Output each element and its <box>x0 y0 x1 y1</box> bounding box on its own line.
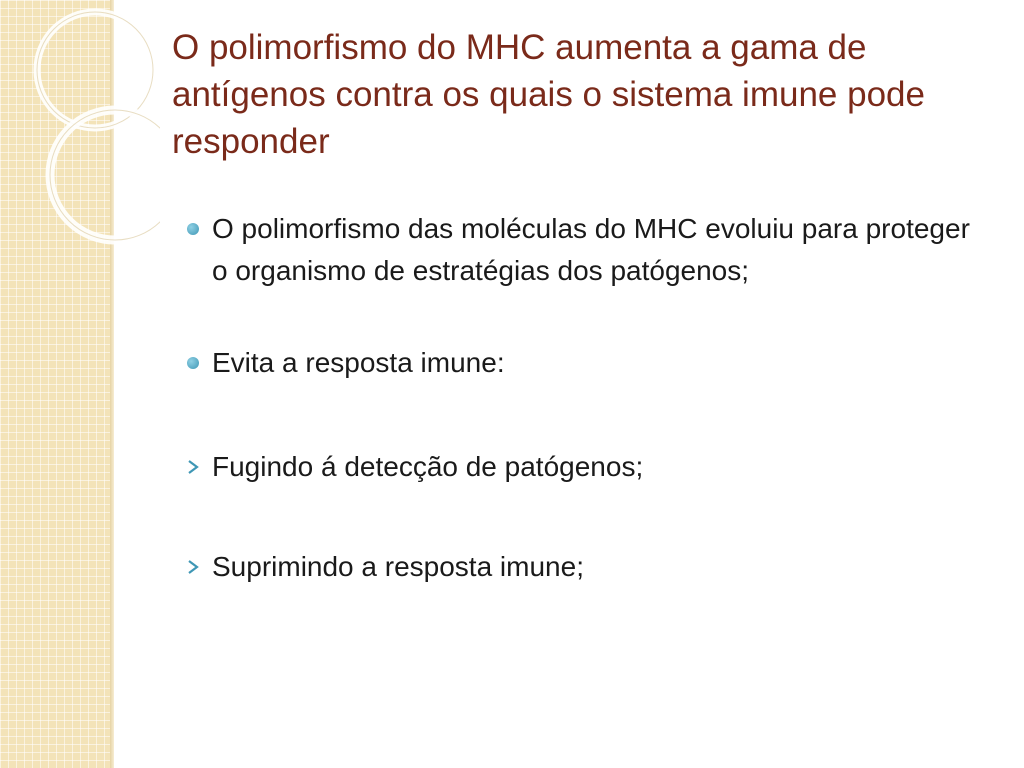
bullet-text: O polimorfismo das moléculas do MHC evoluiu para proteger o organismo de estratégias dos patógenos; <box>212 213 970 286</box>
bullet-item <box>182 208 982 292</box>
round-bullet-icon <box>182 208 204 250</box>
side-band-edge <box>110 0 114 768</box>
arrowhead-bullet-icon <box>182 446 204 488</box>
bullet-text: Evita a resposta imune: <box>212 347 505 378</box>
bullet-item <box>182 342 982 384</box>
bullet-text: Fugindo á detecção de patógenos; <box>212 451 644 482</box>
bullet-item <box>182 446 982 488</box>
bullet-list <box>182 208 982 588</box>
round-bullet-icon <box>182 342 204 384</box>
slide-title: O polimorfismo do MHC aumenta a gama de antígenos contra os quais o sistema imune pode responder <box>172 28 925 161</box>
bullet-text: Suprimindo a resposta imune; <box>212 551 584 582</box>
bullet-item <box>182 546 982 588</box>
decorative-side-band <box>0 0 110 768</box>
arrowhead-bullet-icon <box>182 546 204 588</box>
